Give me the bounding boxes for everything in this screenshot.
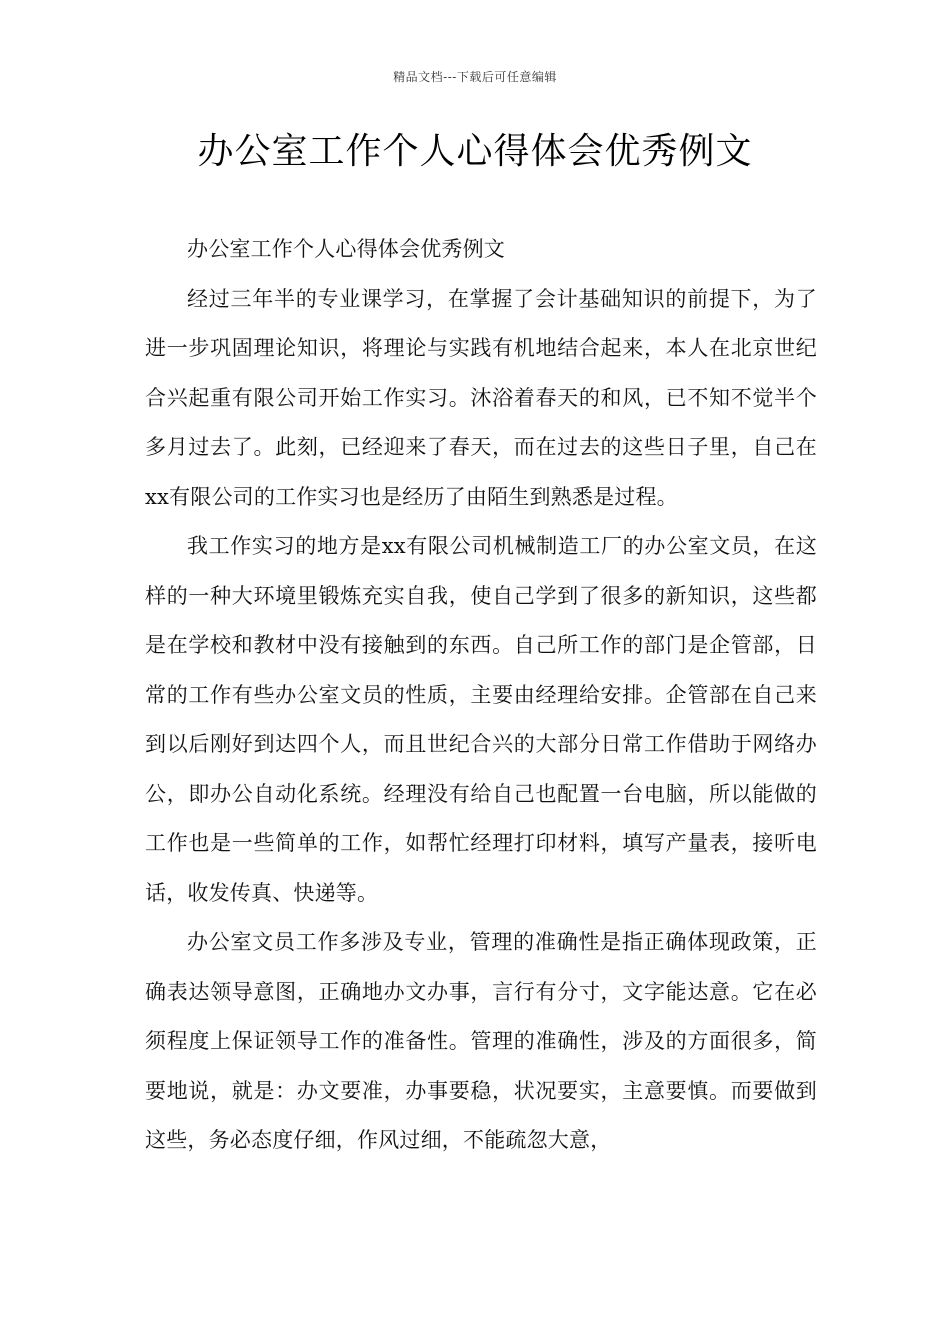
header-note: 精品文档---下载后可任意编辑 [393,70,557,84]
document-title: 办公室工作个人心得体会优秀例文 [197,131,753,172]
paragraph: 办公室文员工作多涉及专业，管理的准确性是指正确体现政策，正确表达领导意图，正确地办文办事，言行有分寸，文字能达意。它在必须程度上保证领导工作的准备性。管理的准确性，涉及的方面很多，简要地说，就是：办文要准，办事要稳，状况要实，主意要慎。而要做到这些，务必态度仔细，作风过细，不能疏忽大意， [145,930,817,1152]
paragraph: 我工作实习的地方是xx有限公司机械制造工厂的办公室文员，在这样的一种大环境里锻炼充实自我，使自己学到了很多的新知识，这些都是在学校和教材中没有接触到的东西。自己所工作的部门是企管部，日常的工作有些办公室文员的性质，主要由经理给安排。企管部在自己来到以后刚好到达四个人，而且世纪合兴的大部分日常工作借助于网络办公，即办公自动化系统。经理没有给自己也配置一台电脑，所以能做的工作也是一些简单的工作，如帮忙经理打印材料，填写产量表，接听电话，收发传真、快递等。 [145,534,817,905]
paragraph-subtitle: 办公室工作个人心得体会优秀例文 [187,237,505,261]
paragraph: 经过三年半的专业课学习，在掌握了会计基础知识的前提下，为了进一步巩固理论知识，将理论与实践有机地结合起来，本人在北京世纪合兴起重有限公司开始工作实习。沐浴着春天的和风，已不知不觉半个多月过去了。此刻，已经迎来了春天，而在过去的这些日子里，自己在xx有限公司的工作实习也是经历了由陌生到熟悉是过程。 [145,286,817,509]
document-body [145,225,817,1166]
